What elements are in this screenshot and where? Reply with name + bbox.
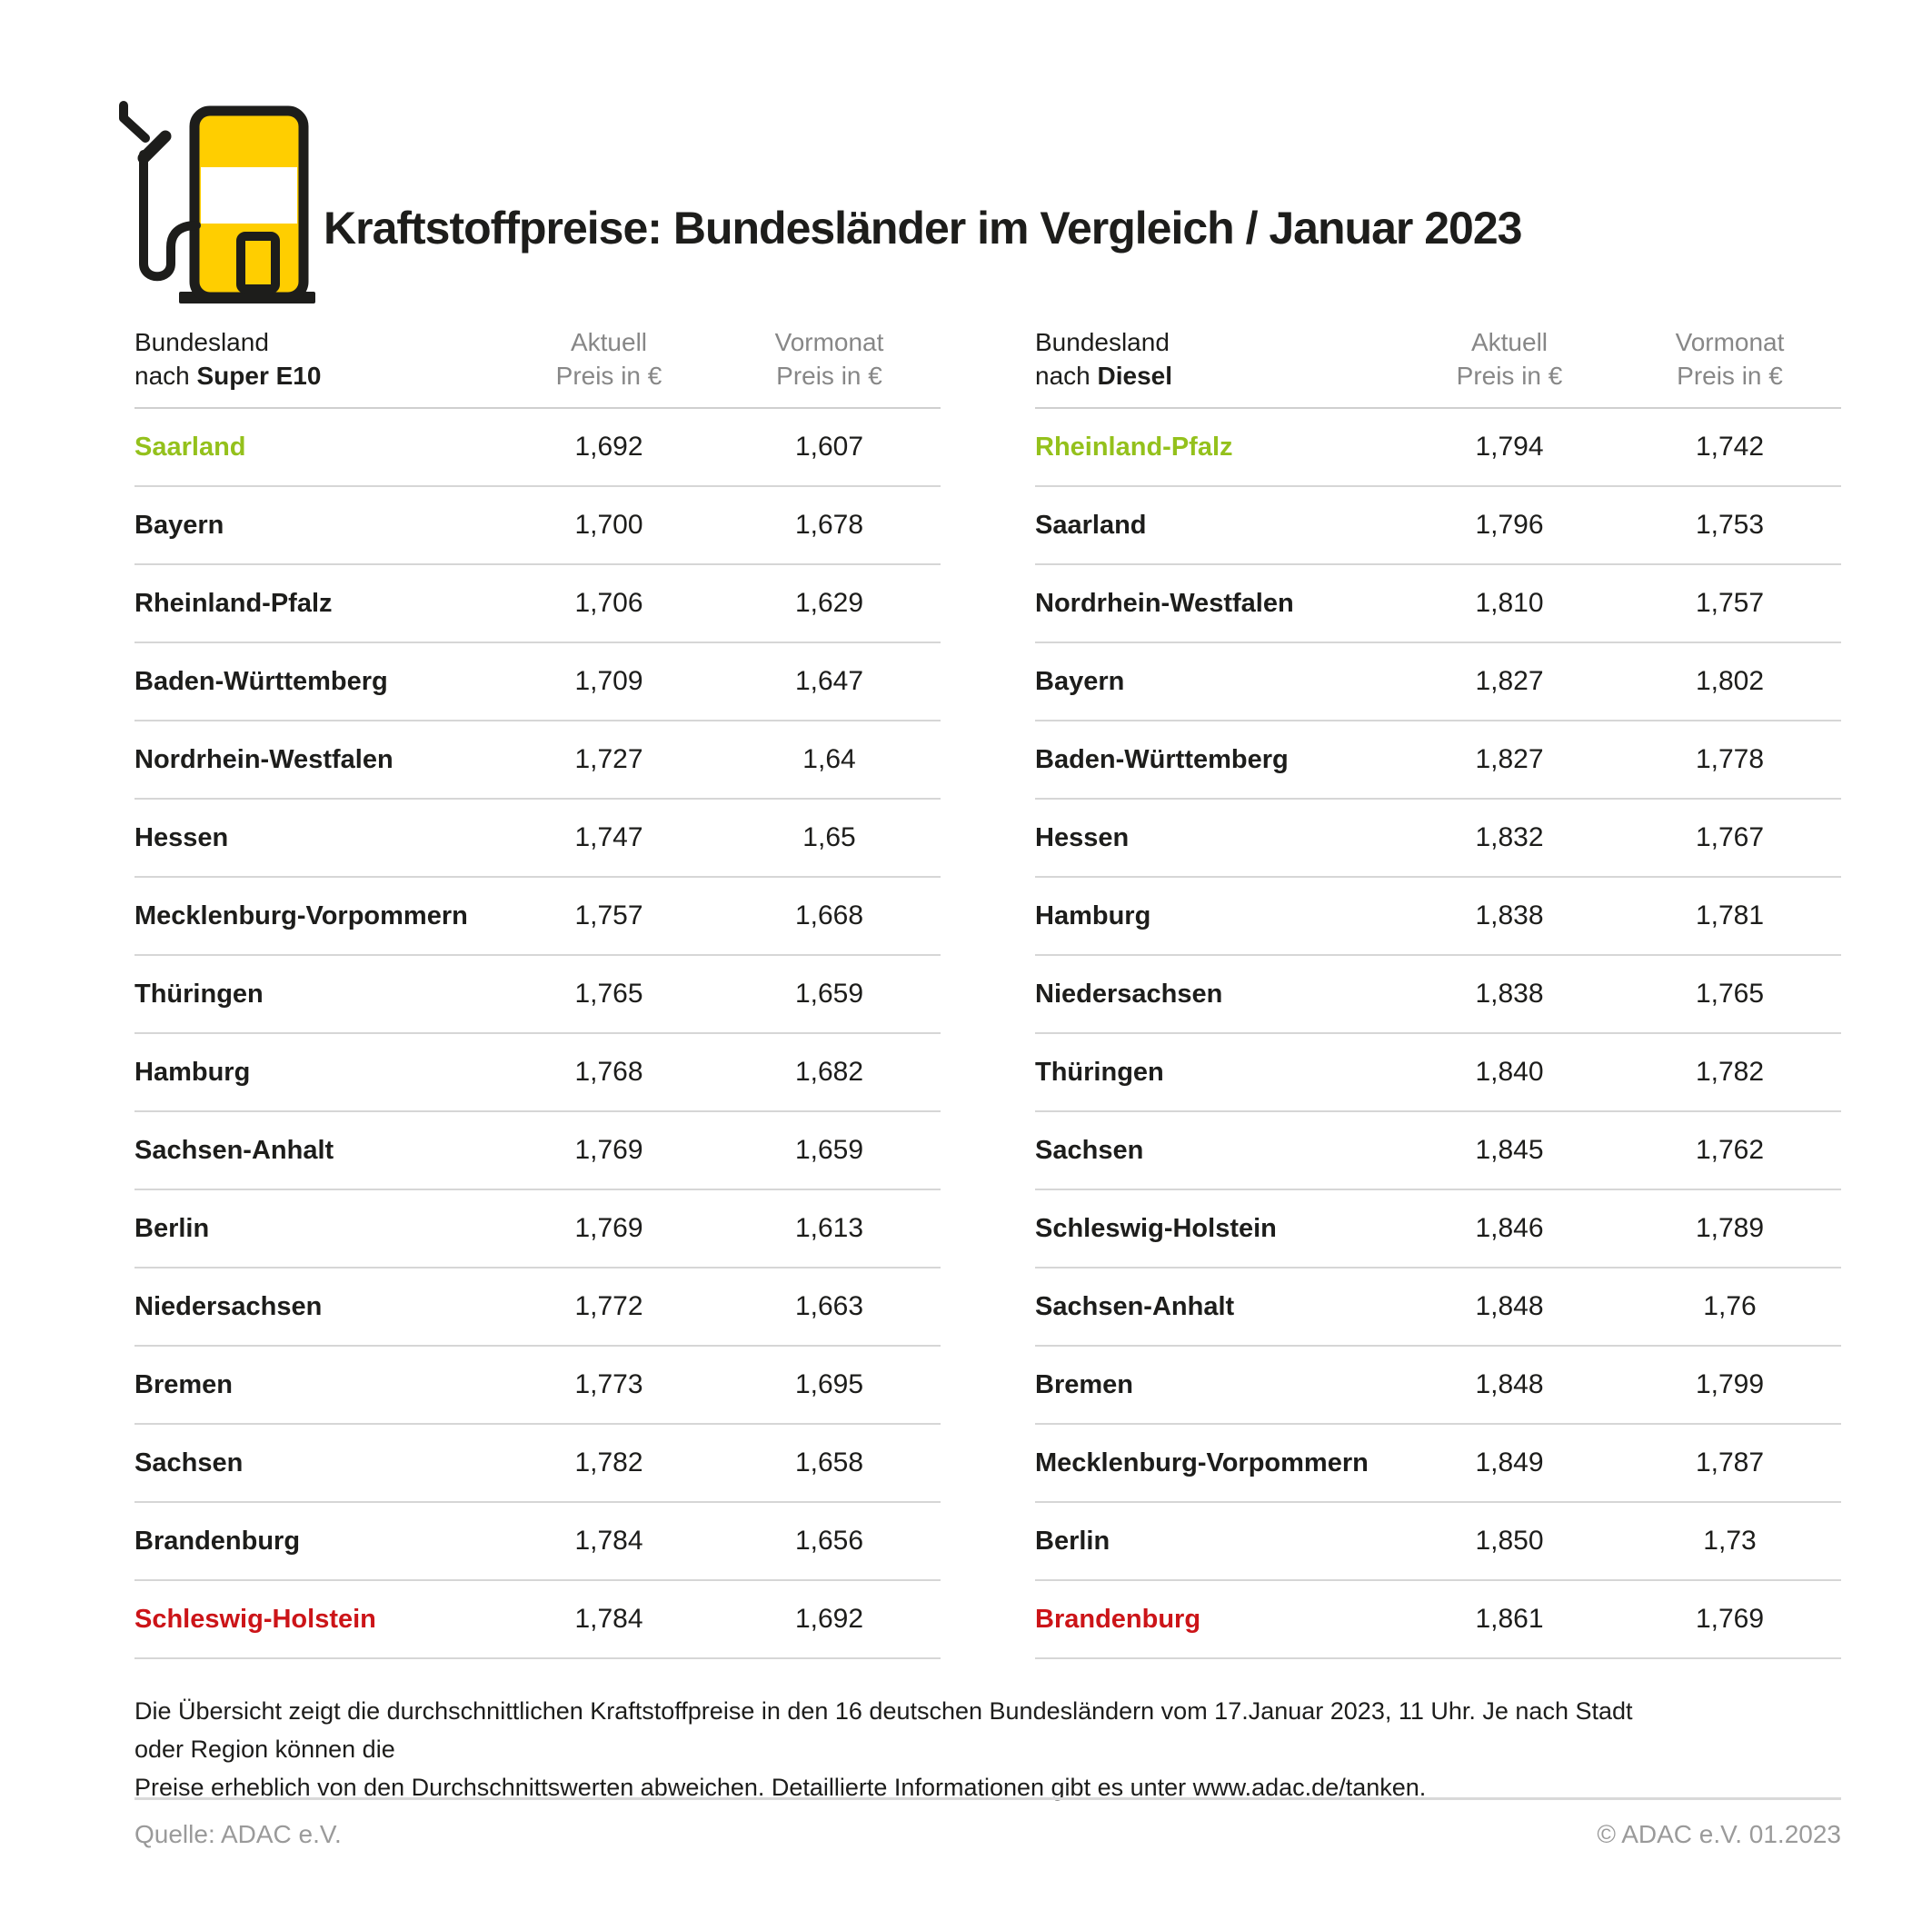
state-name: Mecklenburg-Vorpommern (1035, 1447, 1369, 1477)
previous-month-price: 1,656 (794, 1526, 864, 1556)
table-row (134, 878, 941, 956)
column-header-aktuell (1400, 325, 1618, 393)
table-row (134, 1425, 941, 1503)
current-price: 1,692 (574, 432, 643, 462)
aktuell-unit-label: Preis in € (1456, 362, 1563, 390)
table-row (134, 800, 941, 878)
current-price: 1,727 (574, 744, 643, 774)
previous-month-price: 1,742 (1695, 432, 1765, 462)
vormonat-unit-label: Preis in € (1677, 362, 1783, 390)
current-price: 1,782 (574, 1447, 643, 1477)
vormonat-label: Vormonat (1675, 328, 1785, 356)
state-name: Rheinland-Pfalz (134, 588, 333, 618)
table-row (1035, 1268, 1841, 1347)
table-super-e10 (134, 325, 941, 1659)
table-row (1035, 1425, 1841, 1503)
header-fuel-name: Diesel (1097, 362, 1172, 390)
current-price: 1,706 (574, 588, 643, 618)
state-name: Hamburg (134, 1057, 251, 1087)
header-prefix: nach (134, 362, 197, 390)
state-name: Saarland (1035, 510, 1147, 540)
state-name: Baden-Württemberg (134, 666, 388, 696)
state-name: Bayern (134, 510, 224, 540)
table-row (134, 1190, 941, 1268)
current-price: 1,848 (1475, 1291, 1544, 1321)
previous-month-price: 1,73 (1703, 1526, 1757, 1556)
previous-month-price: 1,663 (794, 1291, 864, 1321)
current-price: 1,700 (574, 510, 643, 540)
state-name: Sachsen (1035, 1135, 1144, 1165)
previous-month-price: 1,65 (802, 822, 856, 852)
current-price: 1,757 (574, 900, 643, 930)
state-name: Rheinland-Pfalz (1035, 432, 1233, 462)
table-body (134, 409, 941, 1659)
current-price: 1,832 (1475, 822, 1544, 852)
state-name: Hamburg (1035, 900, 1151, 930)
previous-month-price: 1,762 (1695, 1135, 1765, 1165)
current-price: 1,765 (574, 979, 643, 1009)
copyright-label: © ADAC e.V. 01.2023 (1597, 1820, 1841, 1848)
current-price: 1,848 (1475, 1369, 1544, 1399)
previous-month-price: 1,695 (794, 1369, 864, 1399)
footnote (134, 1692, 1679, 1806)
table-row (134, 1034, 941, 1112)
table-row (1035, 409, 1841, 487)
page-title: Kraftstoffpreise: Bundesländer im Vergleich / Januar 2023 (324, 203, 1522, 254)
previous-month-price: 1,668 (794, 900, 864, 930)
previous-month-price: 1,658 (794, 1447, 864, 1477)
table-row (134, 956, 941, 1034)
table-row (1035, 721, 1841, 800)
table-row (134, 1268, 941, 1347)
current-price: 1,768 (574, 1057, 643, 1087)
previous-month-price: 1,767 (1695, 822, 1765, 852)
previous-month-price: 1,802 (1695, 666, 1765, 696)
state-name: Thüringen (1035, 1057, 1164, 1087)
current-price: 1,838 (1475, 900, 1544, 930)
column-header-aktuell (500, 325, 718, 393)
footnote-line1: Die Übersicht zeigt die durchschnittlichen Kraftstoffpreise in den 16 deutschen Bundesländern vom 17.Januar 2023, 11 Uhr. Je nach Stadt oder Region können die (134, 1697, 1633, 1763)
current-price: 1,784 (574, 1526, 643, 1556)
previous-month-price: 1,769 (1695, 1604, 1765, 1634)
previous-month-price: 1,781 (1695, 900, 1765, 930)
previous-month-price: 1,659 (794, 979, 864, 1009)
table-row (1035, 1034, 1841, 1112)
previous-month-price: 1,76 (1703, 1291, 1757, 1321)
previous-month-price: 1,678 (794, 510, 864, 540)
previous-month-price: 1,682 (794, 1057, 864, 1087)
current-price: 1,827 (1475, 744, 1544, 774)
state-name: Hessen (134, 822, 229, 852)
table-row (134, 721, 941, 800)
column-header-bundesland (1035, 325, 1400, 393)
previous-month-price: 1,659 (794, 1135, 864, 1165)
table-row (134, 643, 941, 721)
table-row (134, 565, 941, 643)
table-row (1035, 800, 1841, 878)
aktuell-unit-label: Preis in € (555, 362, 662, 390)
current-price: 1,840 (1475, 1057, 1544, 1087)
current-price: 1,846 (1475, 1213, 1544, 1243)
state-name: Schleswig-Holstein (134, 1604, 376, 1634)
state-name: Mecklenburg-Vorpommern (134, 900, 468, 930)
table-row (134, 1503, 941, 1581)
state-name: Bremen (134, 1369, 233, 1399)
vormonat-unit-label: Preis in € (776, 362, 882, 390)
column-header-vormonat (1618, 325, 1841, 393)
state-name: Baden-Württemberg (1035, 744, 1289, 774)
current-price: 1,769 (574, 1213, 643, 1243)
previous-month-price: 1,782 (1695, 1057, 1765, 1087)
current-price: 1,861 (1475, 1604, 1544, 1634)
header-fuel-name: Super E10 (196, 362, 322, 390)
state-name: Schleswig-Holstein (1035, 1213, 1277, 1243)
current-price: 1,772 (574, 1291, 643, 1321)
header-prefix: nach (1035, 362, 1098, 390)
previous-month-price: 1,753 (1695, 510, 1765, 540)
table-diesel (1035, 325, 1841, 1659)
table-row (134, 1112, 941, 1190)
table-row (1035, 565, 1841, 643)
current-price: 1,845 (1475, 1135, 1544, 1165)
footnote-line2: Preise erheblich von den Durchschnittswerten abweichen. Detaillierte Informationen gibt es unter www.adac.de/tanken. (134, 1774, 1427, 1801)
current-price: 1,849 (1475, 1447, 1544, 1477)
state-name: Brandenburg (134, 1526, 301, 1556)
state-name: Brandenburg (1035, 1604, 1201, 1634)
current-price: 1,773 (574, 1369, 643, 1399)
previous-month-price: 1,787 (1695, 1447, 1765, 1477)
aktuell-label: Aktuell (570, 328, 648, 356)
state-name: Nordrhein-Westfalen (1035, 588, 1294, 618)
state-name: Nordrhein-Westfalen (134, 744, 393, 774)
previous-month-price: 1,799 (1695, 1369, 1765, 1399)
table-row (1035, 1503, 1841, 1581)
previous-month-price: 1,647 (794, 666, 864, 696)
table-row (1035, 1112, 1841, 1190)
previous-month-price: 1,765 (1695, 979, 1765, 1009)
state-name: Hessen (1035, 822, 1130, 852)
table-row (1035, 956, 1841, 1034)
aktuell-label: Aktuell (1470, 328, 1549, 356)
source-label: Quelle: ADAC e.V. (134, 1820, 342, 1848)
state-name: Bremen (1035, 1369, 1133, 1399)
state-name: Niedersachsen (1035, 979, 1223, 1009)
header-line1: Bundesland (134, 328, 269, 356)
state-name: Saarland (134, 432, 246, 462)
table-row (1035, 487, 1841, 565)
table-row (1035, 1347, 1841, 1425)
current-price: 1,769 (574, 1135, 643, 1165)
previous-month-price: 1,613 (794, 1213, 864, 1243)
current-price: 1,827 (1475, 666, 1544, 696)
previous-month-price: 1,64 (802, 744, 856, 774)
previous-month-price: 1,607 (794, 432, 864, 462)
previous-month-price: 1,789 (1695, 1213, 1765, 1243)
current-price: 1,838 (1475, 979, 1544, 1009)
state-name: Berlin (134, 1213, 210, 1243)
table-row (1035, 1190, 1841, 1268)
state-name: Berlin (1035, 1526, 1110, 1556)
table-row (134, 487, 941, 565)
table-row (134, 409, 941, 487)
table-header (134, 325, 941, 409)
table-header (1035, 325, 1841, 409)
state-name: Niedersachsen (134, 1291, 323, 1321)
table-row (1035, 643, 1841, 721)
state-name: Thüringen (134, 979, 264, 1009)
previous-month-price: 1,692 (794, 1604, 864, 1634)
fuel-pump-icon (91, 98, 320, 309)
tables-container (134, 325, 1841, 1659)
vormonat-label: Vormonat (774, 328, 884, 356)
table-row (134, 1347, 941, 1425)
table-row (1035, 1581, 1841, 1659)
current-price: 1,794 (1475, 432, 1544, 462)
table-body (1035, 409, 1841, 1659)
state-name: Bayern (1035, 666, 1125, 696)
header-line1: Bundesland (1035, 328, 1170, 356)
previous-month-price: 1,629 (794, 588, 864, 618)
current-price: 1,784 (574, 1604, 643, 1634)
table-row (1035, 878, 1841, 956)
previous-month-price: 1,757 (1695, 588, 1765, 618)
current-price: 1,709 (574, 666, 643, 696)
state-name: Sachsen (134, 1447, 244, 1477)
table-row (134, 1581, 941, 1659)
previous-month-price: 1,778 (1695, 744, 1765, 774)
state-name: Sachsen-Anhalt (134, 1135, 334, 1165)
current-price: 1,850 (1475, 1526, 1544, 1556)
current-price: 1,747 (574, 822, 643, 852)
current-price: 1,796 (1475, 510, 1544, 540)
current-price: 1,810 (1475, 588, 1544, 618)
state-name: Sachsen-Anhalt (1035, 1291, 1235, 1321)
footer (134, 1797, 1841, 1849)
column-header-vormonat (718, 325, 941, 393)
column-header-bundesland (134, 325, 500, 393)
